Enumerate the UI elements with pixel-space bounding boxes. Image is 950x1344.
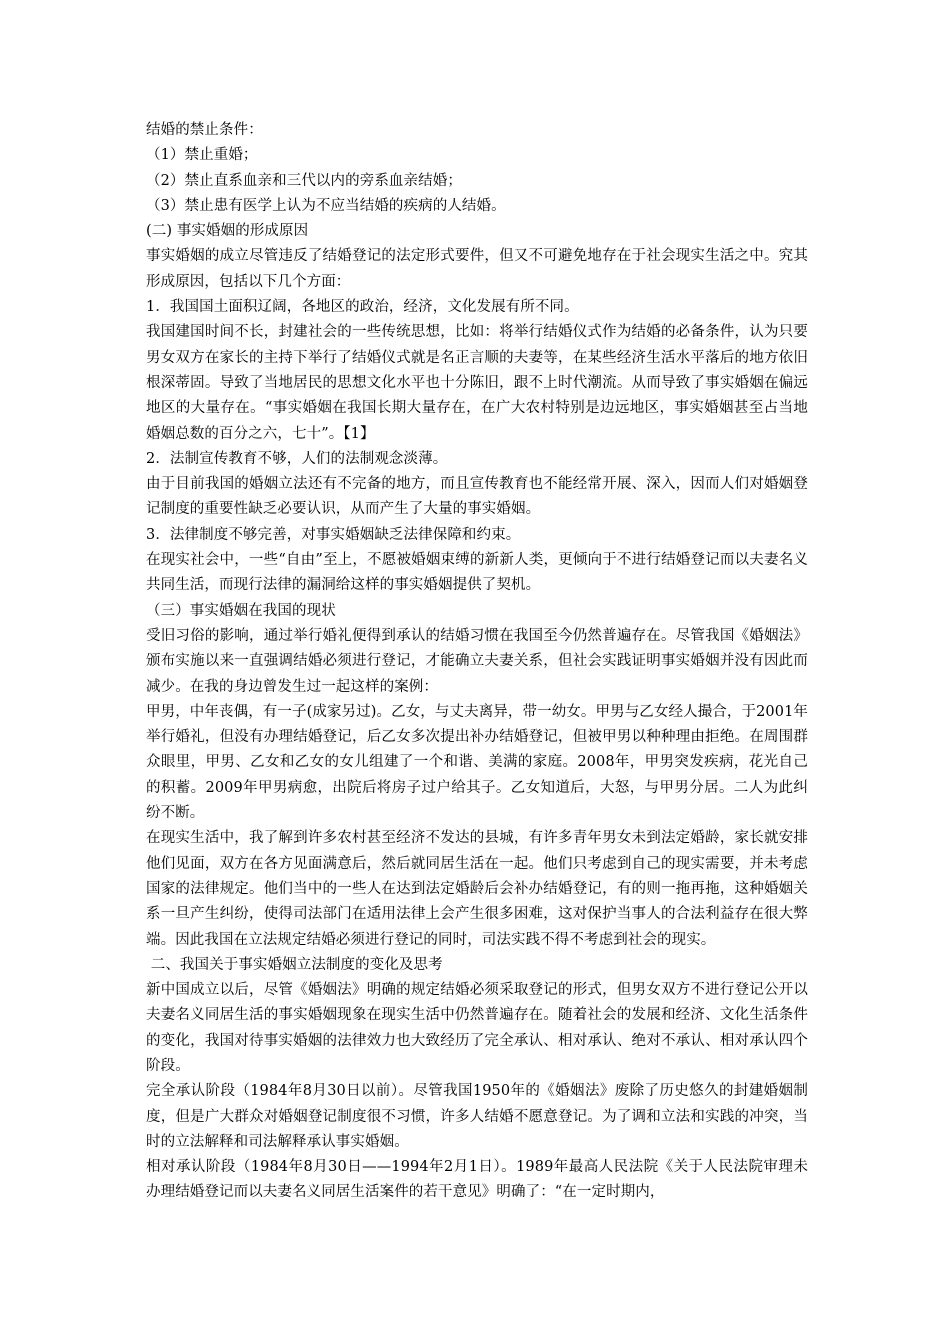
- paragraph: 在现实生活中，我了解到许多农村甚至经济不发达的县城，有许多青年男女未到法定婚龄，家长就安排他们见面，双方在各方见面满意后，然后就同居生活在一起。他们只考虑到自己的现实需要，并未考虑国家的法律规定。他们当中的一些人在达到法定婚龄后会补办结婚登记，有的则一拖再拖，这种婚姻关系一旦产生纠纷，使得司法部门在适用法律上会产生很多困难，这对保护当事人的合法利益存在很大弊端。因此我国在立法规定结婚必须进行登记的同时，司法实践不得不考虑到社会的现实。: [146, 830, 808, 948]
- paragraph: 受旧习俗的影响，通过举行婚礼便得到承认的结婚习惯在我国至今仍然普遍存在。尽管我国《婚姻法》颁布实施以来一直强调结婚必须进行登记，才能确立夫妻关系，但社会实践证明事实婚姻并没有因此而减少。在我的身边曾发生过一起这样的案例：: [146, 627, 808, 695]
- list-item: （3）禁止患有医学上认为不应当结婚的疾病的人结婚。: [146, 197, 506, 214]
- paragraph: 完全承认阶段（1984年8月30日以前）。尽管我国1950年的《婚姻法》废除了历史悠久的封建婚姻制度，但是广大群众对婚姻登记制度很不习惯，许多人结婚不愿意登记。为了调和立法和实践的冲突，当时的立法解释和司法解释承认事实婚姻。: [146, 1083, 808, 1150]
- list-item: （1）禁止重婚；: [146, 147, 258, 164]
- paragraph: 相对承认阶段（1984年8月30日——1994年2月1日）。1989年最高人民法院《关于人民法院审理未办理结婚登记而以夫妻名义同居生活案件的若干意见》明确了：“在一定时期内，: [146, 1159, 808, 1201]
- paragraph: 事实婚姻的成立尽管违反了结婚登记的法定形式要件，但又不可避免地存在于社会现实生活之中。究其形成原因，包括以下几个方面：: [146, 248, 808, 290]
- document-page: [146, 118, 808, 1206]
- numbered-point: 3．法律制度不够完善，对事实婚姻缺乏法律保障和约束。: [146, 526, 521, 543]
- paragraph: 新中国成立以后，尽管《婚姻法》明确的规定结婚必须采取登记的形式，但男女双方不进行登记公开以夫妻名义同居生活的事实婚姻现象在现实生活中仍然普遍存在。随着社会的发展和经济、文化生活条件的变化，我国对待事实婚姻的法律效力也大致经历了完全承认、相对承认、绝对不承认、相对承认四个阶段。: [146, 982, 808, 1074]
- numbered-point: 1．我国国土面积辽阔，各地区的政治，经济，文化发展有所不同。: [146, 299, 579, 316]
- paragraph: 在现实社会中，一些“自由”至上，不愿被婚姻束缚的新新人类，更倾向于不进行结婚登记而以夫妻名义共同生活，而现行法律的漏洞给这样的事实婚姻提供了契机。: [146, 552, 808, 594]
- section-heading: 二、我国关于事实婚姻立法制度的变化及思考: [146, 956, 443, 973]
- paragraph: 由于目前我国的婚姻立法还有不完备的地方，而且宣传教育也不能经常开展、深入，因而人们对婚姻登记制度的重要性缺乏必要认识，从而产生了大量的事实婚姻。: [146, 476, 808, 518]
- case-paragraph: 甲男，中年丧偶，有一子(成家另过)。乙女，与丈夫离异，带一幼女。甲男与乙女经人撮合，于2001年举行婚礼，但没有办理结婚登记，后乙女多次提出补办结婚登记，但被甲男以种种理由拒绝。在周围群众眼里，甲男、乙女和乙女的女儿组建了一个和谐、美满的家庭。2008年，甲男突发疾病，花光自己的积蓄。2009年甲男病愈，出院后将房子过户给其子。乙女知道后，大怒，与甲男分居。二人为此纠纷不断。: [146, 703, 809, 822]
- list-item: （2）禁止直系血亲和三代以内的旁系血亲结婚；: [146, 172, 462, 189]
- section-heading: （三）事实婚姻在我国的现状: [146, 602, 336, 619]
- paragraph: 我国建国时间不长，封建社会的一些传统思想，比如：将举行结婚仪式作为结婚的必备条件，认为只要男女双方在家长的主持下举行了结婚仪式就是名正言顺的夫妻等，在某些经济生活水平落后的地方依旧根深蒂固。导致了当地居民的思想文化水平也十分陈旧，跟不上时代潮流。从而导致了事实婚姻在偏远地区的大量存在。“事实婚姻在我国长期大量存在，在广大农村特别是边远地区，事实婚姻甚至占当地婚姻总数的百分之六，七十”。【1】: [146, 324, 808, 442]
- section-heading: (二) 事实婚姻的形成原因: [146, 223, 309, 240]
- paragraph: 结婚的禁止条件：: [146, 122, 263, 138]
- numbered-point: 2．法制宣传教育不够，人们的法制观念淡薄。: [146, 450, 448, 467]
